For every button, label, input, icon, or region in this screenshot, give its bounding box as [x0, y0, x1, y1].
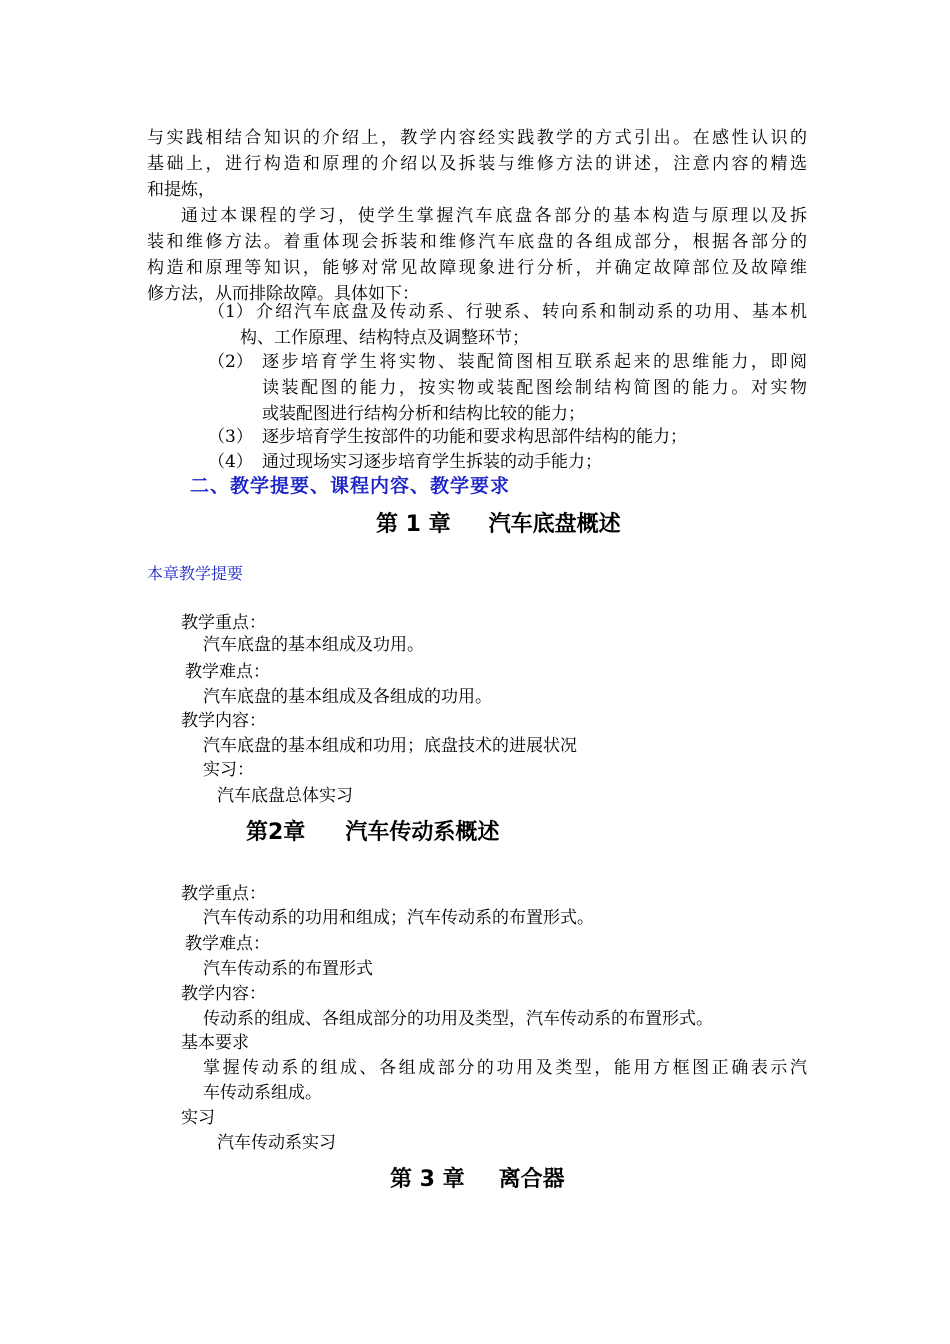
objective-text: 介绍汽车底盘及传动系、行驶系、转向系和制动系的功用、基本机 [256, 302, 807, 322]
chapter-3-heading [390, 1165, 565, 1195]
intro-line: 与实践相结合知识的介绍上，教学内容经实践教学的方式引出。在感性认识的 [147, 128, 807, 148]
objective-text: 通过现场实习逐步培育学生拆装的动手能力； [262, 452, 602, 472]
section-title: 二、教学提要、课程内容、教学要求 [190, 475, 511, 497]
objective-text: 构、工作原理、结构特点及调整环节； [240, 328, 529, 348]
requirements-text: 车传动系组成。 [203, 1083, 322, 1103]
objective-number: （1） [208, 302, 253, 322]
intro-line: 修方法，从而排除故障。具体如下： [147, 284, 419, 304]
requirements-text: 掌握传动系的组成、各组成部分的功用及类型，能用方框图正确表示汽 [203, 1058, 807, 1078]
practice-label: 实习： [203, 760, 254, 780]
difficulties-label: 教学难点： [185, 662, 270, 682]
objective-number: （3） [208, 427, 253, 447]
content-label: 教学内容： [181, 711, 266, 731]
objective-text: 逐步培育学生按部件的功能和要求构思部件结构的能力； [262, 427, 687, 447]
chapter-3-number: 第 3 章 [390, 1167, 465, 1192]
chapter-3-title: 离合器 [498, 1167, 565, 1192]
chapter-2-heading [246, 818, 499, 848]
intro-line: 和提炼， [147, 180, 215, 200]
content-text: 传动系的组成、各组成部分的功用及类型，汽车传动系的布置形式。 [203, 1009, 713, 1029]
key-points-label: 教学重点： [181, 613, 266, 633]
intro-line: 基础上，进行构造和原理的介绍以及拆装与维修方法的讲述，注意内容的精选 [147, 154, 807, 174]
difficulties-text: 汽车底盘的基本组成及各组成的功用。 [203, 687, 492, 707]
chapter-1-title: 汽车底盘概述 [488, 512, 621, 537]
chapter-1-number: 第 1 章 [376, 512, 451, 537]
objective-text: 逐步培育学生将实物、装配简图相互联系起来的思维能力，即阅 [262, 352, 807, 372]
intro-line: 装和维修方法。着重体现会拆装和维修汽车底盘的各组成部分，根据各部分的 [147, 232, 807, 252]
requirements-label: 基本要求 [181, 1033, 249, 1053]
objective-text: 或装配图进行结构分析和结构比较的能力； [262, 404, 585, 424]
key-points-label: 教学重点： [181, 884, 266, 904]
content-label: 教学内容： [181, 984, 266, 1004]
intro-line: 通过本课程的学习，使学生掌握汽车底盘各部分的基本构造与原理以及拆 [181, 206, 807, 226]
chapter-1-heading [376, 510, 621, 540]
chapter-summary-label: 本章教学提要 [147, 564, 244, 583]
key-points-text: 汽车传动系的功用和组成；汽车传动系的布置形式。 [203, 908, 594, 928]
chapter-2-title: 汽车传动系概述 [345, 820, 500, 845]
content-text: 汽车底盘的基本组成和功用；底盘技术的进展状况 [203, 736, 577, 756]
difficulties-text: 汽车传动系的布置形式 [203, 959, 373, 979]
objective-number: （4） [208, 452, 253, 472]
practice-text: 汽车传动系实习 [217, 1133, 336, 1153]
difficulties-label: 教学难点： [185, 934, 270, 954]
key-points-text: 汽车底盘的基本组成及功用。 [203, 635, 424, 655]
practice-label: 实习 [181, 1108, 215, 1128]
objective-number: （2） [208, 352, 253, 372]
chapter-2-number: 第2章 [246, 820, 306, 845]
objective-text: 读装配图的能力，按实物或装配图绘制结构简图的能力。对实物 [262, 378, 807, 398]
practice-text: 汽车底盘总体实习 [217, 786, 353, 806]
intro-line: 构造和原理等知识，能够对常见故障现象进行分析，并确定故障部位及故障维 [147, 258, 807, 278]
